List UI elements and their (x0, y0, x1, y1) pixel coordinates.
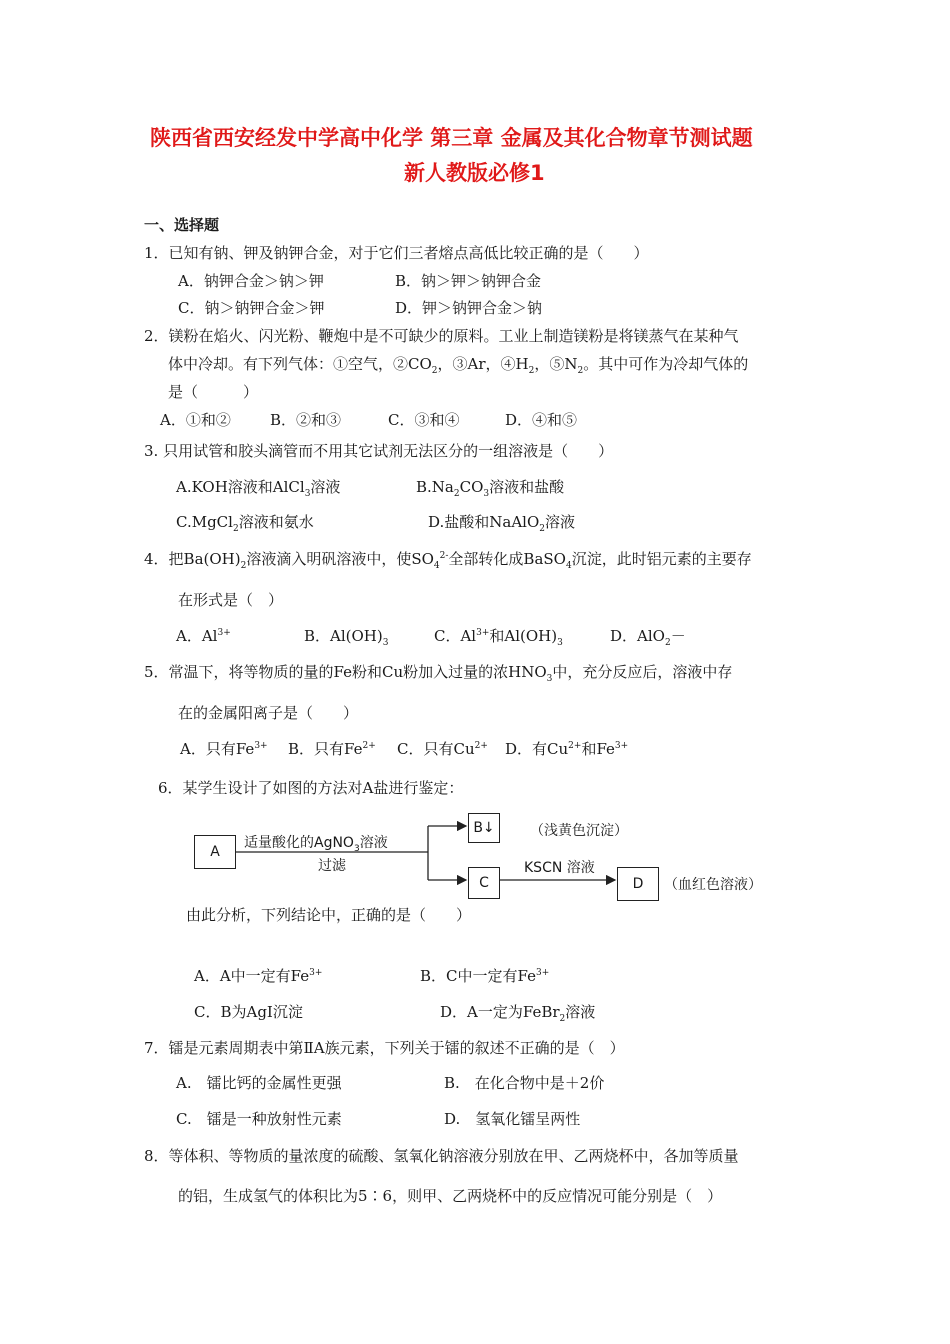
question-4-option-c: C．$Al^{3+}$和$Al(OH)_3$ (434, 627, 563, 648)
d-note: （血红色溶液） (664, 877, 762, 893)
question-3-option-b: $B.Na_2CO_3$溶液和盐酸 (416, 478, 565, 499)
question-4-stem-line2: 在形式是（ ） (178, 591, 284, 609)
question-6-stem: 6．某学生设计了如图的方法对A盐进行鉴定： (158, 779, 464, 797)
question-1-option-b: B．钠＞钾＞钠钾合金 (395, 272, 542, 290)
question-2-stem-line2: 体中冷却。有下列气体：①空气，$②CO_2$，③Ar，$④H_2$，$⑤N_2$。其中可作为冷却气体的 (168, 355, 749, 376)
question-2-option-b: B．②和③ (270, 411, 342, 429)
question-7-option-d: D. 氢氧化镭呈两性 (444, 1110, 581, 1128)
question-7-option-c: C. 镭是一种放射性元素 (176, 1110, 342, 1128)
kscn-label: KSCN 溶液 (524, 860, 595, 876)
question-2-option-d: D．④和⑤ (505, 411, 578, 429)
question-6-option-a: A．A中一定有$Fe^{3+}$ (194, 967, 323, 985)
question-5-stem-line2: 在的金属阳离子是（ ） (178, 704, 359, 722)
question-3-option-a: A.KOH溶液和AlCl$_3$溶液 (176, 478, 341, 499)
question-4-stem-line1: 4．把$Ba(OH)_2$溶液滴入明矾溶液中，使$SO_4^{2-}$全部转化成BaSO$_4$沉淀，此时铝元素的主要存 (144, 550, 752, 571)
question-1-option-a: A．钠钾合金＞钠＞钾 (178, 272, 324, 290)
question-2-option-c: C．③和④ (388, 411, 460, 429)
reagent-label: 适量酸化的AgNO$_3$溶液 (244, 835, 388, 854)
filter-label: 过滤 (318, 858, 346, 874)
question-1-option-d: D．钾＞钠钾合金＞钠 (395, 299, 543, 317)
box-d: D (617, 867, 659, 901)
question-5-option-d: D．有$Cu^{2+}$和$Fe^{3+}$ (505, 740, 629, 758)
question-8-stem-line2: 的铝，生成氢气的体积比为5∶6，则甲、乙两烧杯中的反应情况可能分别是（ ） (178, 1187, 723, 1205)
question-5-stem-line1: 5．常温下，将等物质的量的Fe粉和Cu粉加入过量的浓$HNO_3$中，充分反应后，溶液中存 (144, 663, 733, 684)
question-6-stem-line2: 由此分析，下列结论中，正确的是（ ） (186, 906, 472, 924)
question-1-option-c: C．钠＞钠钾合金＞钾 (178, 299, 325, 317)
question-5-option-b: B．只有$Fe^{2+}$ (288, 740, 376, 758)
question-7-stem: 7．镭是元素周期表中第ⅡA族元素，下列关于镭的叙述不正确的是（ ） (144, 1039, 625, 1057)
question-4-option-d: D．AlO$_2$－ (610, 627, 686, 648)
box-c: C (468, 867, 500, 899)
question-2-stem-line3: 是（ ） (168, 383, 259, 401)
question-3-option-c: C.MgCl$_2$溶液和氨水 (176, 513, 314, 534)
question-1-stem: 1．已知有钠、钾及钠钾合金，对于它们三者熔点高低比较正确的是（ ） (144, 244, 649, 262)
box-a: A (194, 835, 236, 869)
box-b: B↓ (468, 813, 500, 843)
b-note: （浅黄色沉淀） (530, 823, 628, 839)
question-8-stem-line1: 8．等体积、等物质的量浓度的硫酸、氢氧化钠溶液分别放在甲、乙两烧杯中，各加等质量 (144, 1147, 739, 1165)
section-heading: 一、选择题 (144, 216, 220, 234)
question-5-option-c: C．只有$Cu^{2+}$ (397, 740, 488, 758)
page-subtitle: 新人教版必修1 (404, 161, 545, 185)
question-7-option-a: A. 镭比钙的金属性更强 (176, 1074, 342, 1092)
question-6-option-c: C．B为AgI沉淀 (194, 1003, 303, 1021)
question-2-stem-line1: 2．镁粉在焰火、闪光粉、鞭炮中是不可缺少的原料。工业上制造镁粉是将镁蒸气在某种气 (144, 327, 739, 345)
question-2-option-a: A．①和② (160, 411, 231, 429)
question-3-stem: 3. 只用试管和胶头滴管而不用其它试剂无法区分的一组溶液是（ ） (144, 442, 614, 460)
question-3-option-d: D.盐酸和NaAlO$_2$溶液 (428, 513, 576, 534)
question-4-option-b: B．$Al(OH)_3$ (304, 627, 389, 648)
question-7-option-b: B. 在化合物中是＋2价 (444, 1074, 605, 1092)
question-6-option-b: B．C中一定有$Fe^{3+}$ (420, 967, 550, 985)
page-title: 陕西省西安经发中学高中化学 第三章 金属及其化合物章节测试题 (150, 126, 753, 150)
question-6-option-d: D．A一定为FeBr$_2$溶液 (440, 1003, 596, 1024)
question-4-option-a: A．$Al^{3+}$ (176, 627, 231, 645)
question-5-option-a: A．只有$Fe^{3+}$ (180, 740, 268, 758)
